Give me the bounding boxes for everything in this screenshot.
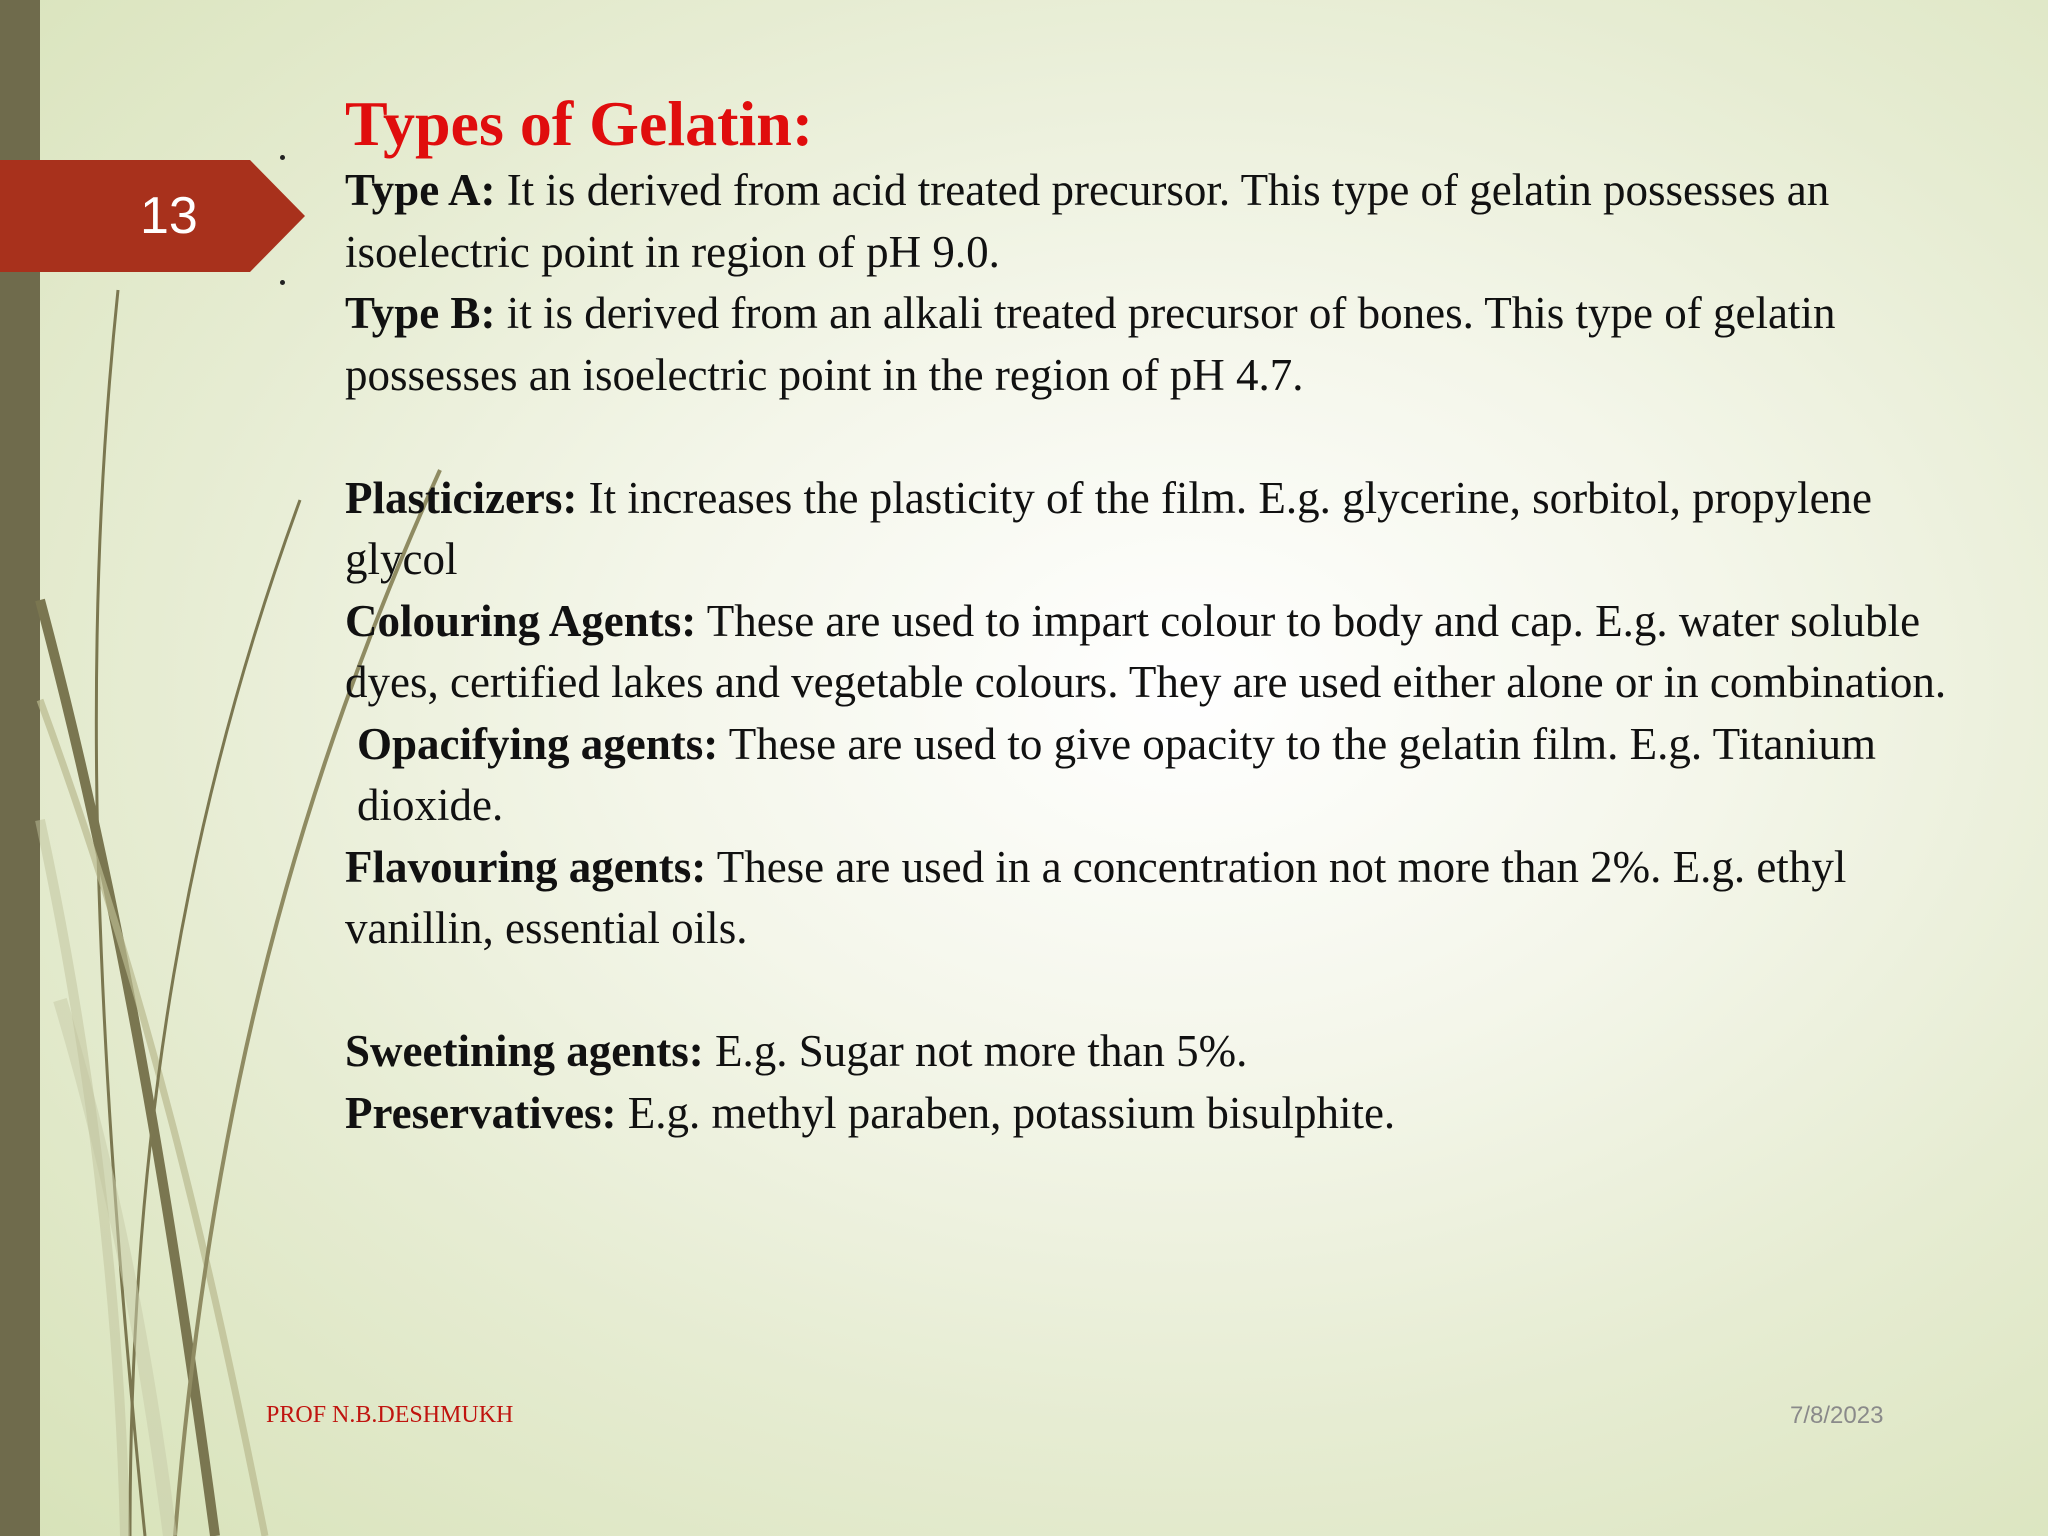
item-label: Type B: — [345, 288, 496, 338]
item-text: These are used to give opacity to the gelatin film. E.g. Titanium dioxide. — [357, 718, 1876, 830]
item-sweetening-agents — [345, 1021, 1985, 1083]
item-type-a — [345, 160, 1985, 283]
item-preservatives — [345, 1083, 1985, 1145]
footer-author: PROF N.B.DESHMUKH — [266, 1402, 514, 1428]
slide-content — [345, 88, 1985, 1144]
item-label: Flavouring agents: — [345, 841, 707, 892]
item-label: Type A: — [345, 165, 496, 215]
item-flavouring-agents — [345, 837, 1985, 960]
item-colouring-agents — [345, 591, 1985, 714]
item-text: E.g. Sugar not more than 5%. — [703, 1026, 1248, 1076]
bullet-dot — [280, 155, 285, 160]
item-plasticizers — [345, 468, 1985, 591]
item-text: These are used to impart colour to body and cap. E.g. water soluble dyes, certified lakes and vegetable colours. They are used either alone or in combination. — [345, 595, 1947, 707]
bullet-dot — [280, 280, 285, 285]
item-text: E.g. methyl paraben, potassium bisulphite. — [616, 1087, 1396, 1138]
slide-number-tab — [0, 160, 305, 272]
item-label: Colouring Agents: — [345, 595, 697, 646]
item-label: Plasticizers: — [345, 472, 578, 523]
spacer — [345, 960, 1985, 1022]
item-label: Sweetining agents: — [345, 1026, 704, 1076]
slide-title: Types of Gelatin: — [345, 88, 814, 159]
slide-number: 13 — [140, 187, 198, 245]
item-type-b — [345, 283, 1985, 406]
item-text: It increases the plasticity of the film. E.g. glycerine, sorbitol, propylene glycol — [345, 472, 1873, 584]
spacer — [345, 406, 1985, 468]
footer-date: 7/8/2023 — [1790, 1402, 1884, 1429]
item-text: These are used in a concentration not more than 2%. E.g. ethyl vanillin, essential oils. — [345, 841, 1847, 953]
item-opacifying-agents — [345, 714, 1985, 837]
item-label: Opacifying agents: — [357, 718, 719, 769]
item-text: It is derived from acid treated precursor. This type of gelatin possesses an isoelectric point in region of pH 9.0. — [345, 165, 1830, 277]
item-text: it is derived from an alkali treated precursor of bones. This type of gelatin possesses an isoelectric point in the region of pH 4.7. — [345, 288, 1836, 400]
item-label: Preservatives: — [345, 1087, 617, 1138]
